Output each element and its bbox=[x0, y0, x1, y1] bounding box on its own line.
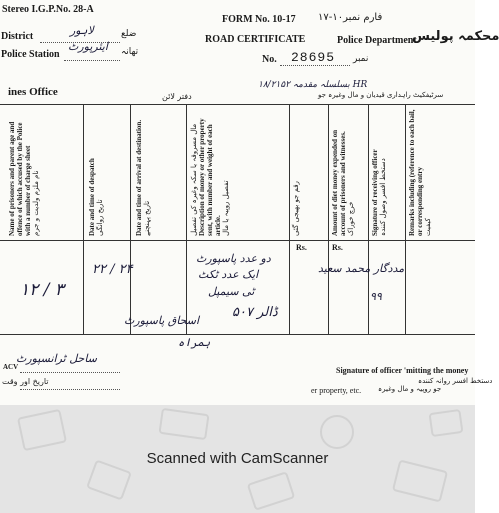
description-line: ہمراہ bbox=[178, 336, 211, 349]
despatch-entry: ۲۲ / ۲۴ bbox=[92, 262, 133, 277]
column-divider bbox=[186, 104, 187, 334]
column-divider bbox=[405, 104, 406, 334]
document-title: ROAD CERTIFICATE bbox=[205, 34, 306, 45]
signature-officer-urdu: دستخط افسر روانہ کنندہ bbox=[418, 377, 493, 385]
station-underline bbox=[64, 60, 120, 61]
column-header-arrival: Date and time of arrival at destination. تاریخ پہنچنے bbox=[135, 119, 152, 236]
column-header-money-sent: رقم جو بھیجی گئی bbox=[292, 181, 300, 236]
column-header-despatch: Date and time of despatch تاریخ روانگی bbox=[88, 158, 105, 236]
certificate-case-value: بسلسلہ مقدمہ ۱۸/۲۱۵۲ HR bbox=[258, 80, 368, 90]
district-value: لاہور bbox=[70, 24, 94, 37]
certificate-number: 28695 bbox=[291, 50, 336, 65]
column-divider bbox=[83, 104, 84, 334]
left-sign-line bbox=[20, 372, 120, 373]
description-line: دو عدد پاسپورٹ bbox=[196, 252, 271, 265]
column-divider bbox=[289, 104, 290, 334]
column-header-prisoners: Name of prisoners and parent age and offence of which accused by the Police with a number of charge sheet نام ملزم ولدیت و جرم bbox=[8, 121, 41, 236]
camscanner-footer bbox=[0, 405, 475, 513]
district-label: District bbox=[1, 31, 34, 42]
decorative-pattern bbox=[17, 409, 67, 451]
police-station-urdu: تھانہ bbox=[121, 47, 139, 57]
table-top-line bbox=[0, 104, 475, 105]
description-line: اسحاق پاسپورٹ bbox=[124, 314, 200, 327]
column-header-remarks: Remarks including (reference to each bail, or corresponding entry کیفیت bbox=[408, 109, 433, 236]
district-urdu: ضلع bbox=[121, 29, 137, 39]
rs-label: Rs. bbox=[296, 243, 307, 252]
property-urdu: جو روپیہ و مال وغیرہ bbox=[378, 385, 442, 393]
stereo-number: Stereo I.G.P.No. 28-A bbox=[2, 4, 94, 15]
number-label-urdu: نمبر bbox=[353, 54, 369, 64]
lines-office-label: ines Office bbox=[8, 86, 58, 98]
number-label: No. bbox=[262, 54, 277, 65]
column-header-description: مال مسروقہ یا سکہ وغیرہ کی تفصیل Description of money or other property sent, with number and weight of each article. تفصیل روپیہ یا مال bbox=[190, 118, 231, 236]
rs-label: Rs. bbox=[332, 243, 343, 252]
left-date-urdu: تاریخ اور وقت bbox=[2, 377, 49, 386]
table-bottom-line bbox=[0, 334, 475, 335]
police-station-label: Police Station bbox=[1, 49, 60, 60]
property-label: er property, etc. bbox=[311, 386, 362, 395]
decorative-pattern bbox=[428, 409, 463, 437]
police-department-urdu: محکمہ پولیس bbox=[412, 29, 499, 44]
decorative-pattern bbox=[247, 471, 296, 511]
lines-office-urdu: دفتر لائن bbox=[162, 92, 192, 101]
left-signature: ساحل ٹرانسپورٹ bbox=[16, 352, 97, 365]
column-divider bbox=[130, 104, 131, 334]
decorative-pattern bbox=[320, 415, 354, 449]
receiving-signature: مددگار محمد سعید bbox=[318, 262, 405, 275]
camscanner-text: Scanned with CamScanner bbox=[146, 450, 329, 467]
form-number: FORM No. 10-17 bbox=[222, 14, 296, 25]
number-underline bbox=[280, 65, 350, 66]
left-date-line bbox=[20, 389, 120, 390]
column-header-receiving-officer: Signature of receiving officer دستخط افسر وصول کنندہ bbox=[371, 149, 388, 236]
police-department: Police Department bbox=[337, 35, 417, 46]
signature-officer-label: Signature of officer 'mitting the money bbox=[336, 366, 469, 375]
prisoner-entry: ۱۲ / ۳ bbox=[20, 280, 64, 300]
column-header-diet-money: Amount of diet money expended on account of prisoners and witnesses. خرچ خوراک bbox=[331, 130, 356, 236]
decorative-pattern bbox=[158, 408, 209, 440]
column-divider bbox=[368, 104, 369, 334]
police-station-value: ایئرپورٹ bbox=[68, 40, 108, 53]
receiving-signature-number: ۹۹ bbox=[370, 290, 382, 303]
description-line: ایک عدد ٹکٹ bbox=[198, 268, 259, 281]
form-number-urdu: فارم نمبر۱۰-۱۷ bbox=[318, 12, 383, 23]
column-divider bbox=[328, 104, 329, 334]
certificate-urdu: سرٹیفکیٹ راہداری قیدیان و مال وغیرہ جو bbox=[318, 91, 444, 99]
description-line: ٹی سیمپل bbox=[208, 285, 255, 298]
table-header-line bbox=[0, 240, 475, 241]
description-line: ۵۰۷ ڈالر bbox=[232, 305, 278, 320]
acv-label: ACV bbox=[3, 363, 19, 371]
